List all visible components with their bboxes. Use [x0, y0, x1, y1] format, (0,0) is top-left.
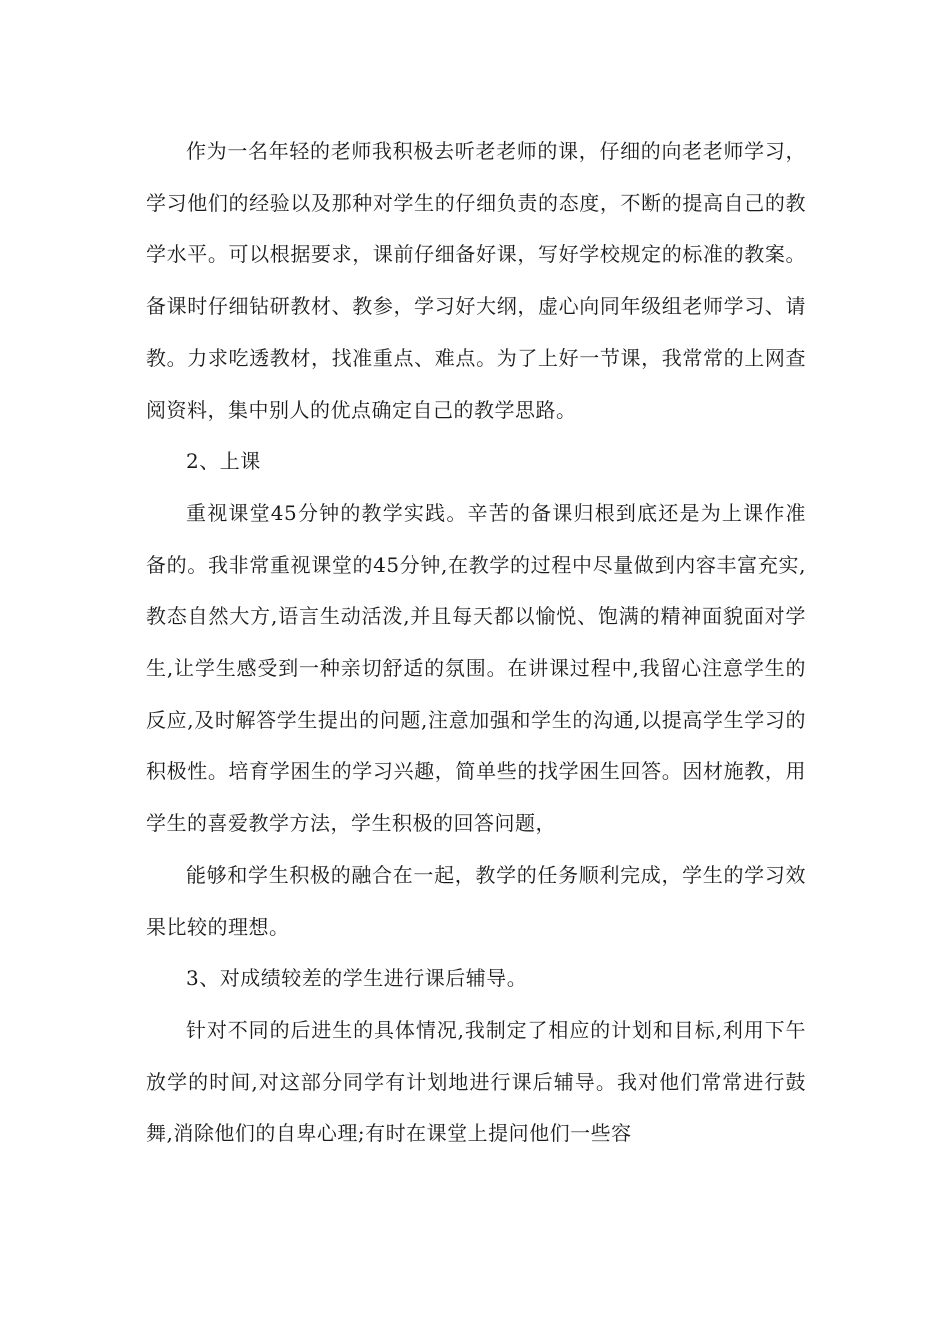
section-heading-tutoring: 3、对成绩较差的学生进行课后辅导。 — [186, 966, 528, 991]
paragraph-lesson-preparation: 作为一名年轻的老师我积极去听老老师的课，仔细的向老老师学习，学习他们的经验以及那种对学生的仔细负责的态度，不断的提高自己的教学水平。可以根据要求，课前仔细备好课，写好学校规定的标准的教案。备课时仔细钻研教材、教参，学习好大纲，虚心向同年级组老师学习、请教。力求吃透教材，找准重点、难点。为了上好一节课，我常常的上网查阅资料，集中别人的优点确定自己的教学思路。 — [146, 139, 806, 422]
section-heading-class: 2、上课 — [186, 449, 261, 474]
paragraph-teaching-result: 能够和学生积极的融合在一起，教学的任务顺利完成，学生的学习效果比较的理想。 — [146, 862, 806, 939]
paragraph-tutoring: 针对不同的后进生的具体情况,我制定了相应的计划和目标,利用下午放学的时间,对这部分同学有计划地进行课后辅导。我对他们常常进行鼓舞,消除他们的自卑心理;有时在课堂上提问他们一些容 — [146, 1017, 806, 1146]
paragraph-classroom-practice: 重视课堂45分钟的教学实践。辛苦的备课归根到底还是为上课作准备的。我非常重视课堂的45分钟,在教学的过程中尽量做到内容丰富充实,教态自然大方,语言生动活泼,并且每天都以愉悦、饱满的精神面貌面对学生,让学生感受到一种亲切舒适的氛围。在讲课过程中,我留心注意学生的反应,及时解答学生提出的问题,注意加强和学生的沟通,以提高学生学习的积极性。培育学困生的学习兴趣，简单些的找学困生回答。因材施教，用学生的喜爱教学方法，学生积极的回答问题， — [146, 500, 806, 836]
document-body — [146, 126, 806, 1160]
